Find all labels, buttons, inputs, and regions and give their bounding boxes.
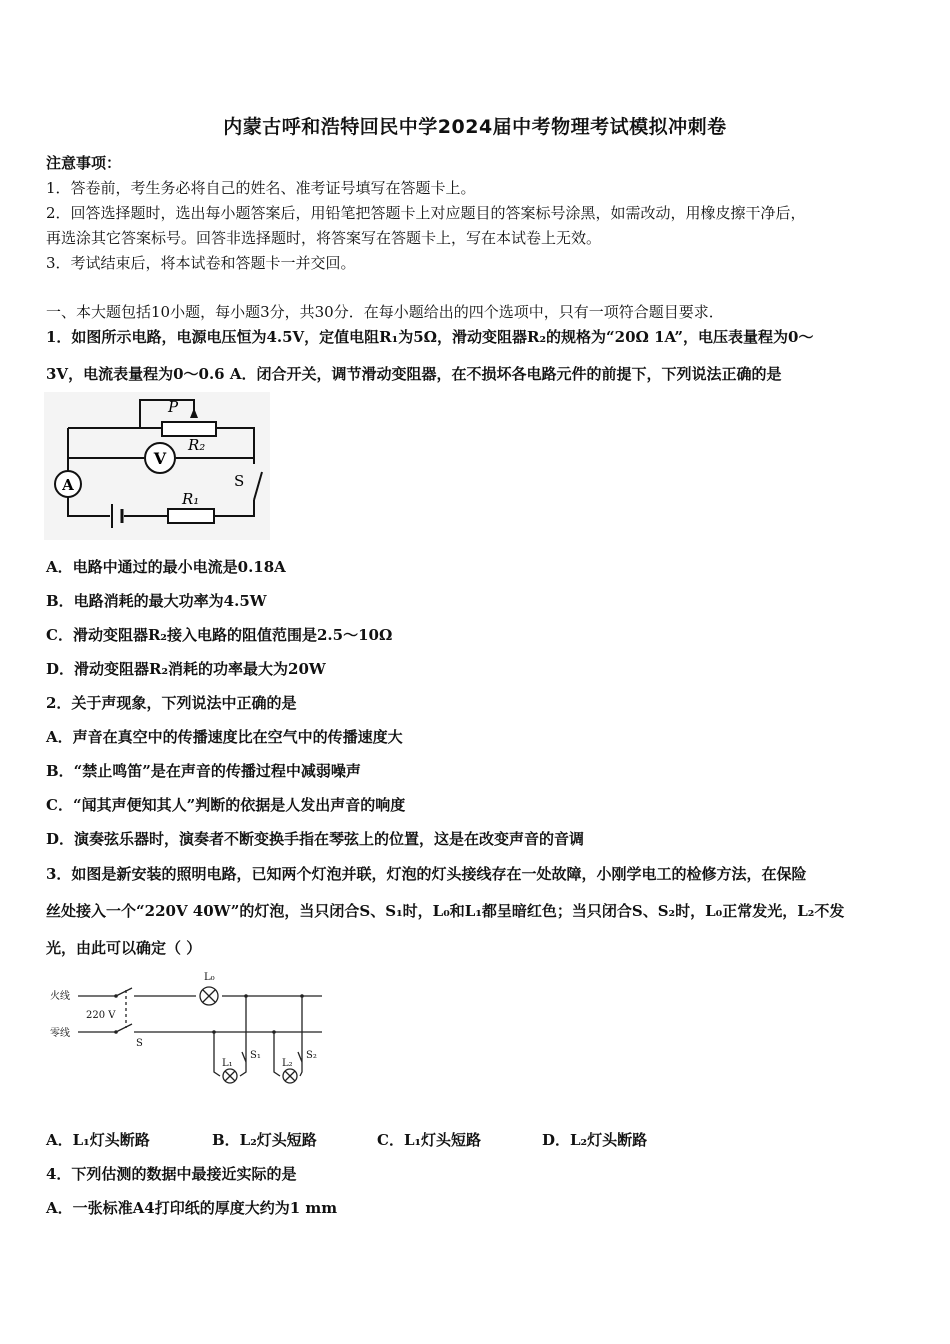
section-heading: 一、本大题包括10小题，每小题3分，共30分．在每小题给出的四个选项中，只有一项符合题目要求． <box>46 303 724 321</box>
q2-option: B．“禁止鸣笛”是在声音的传播过程中减弱噪声 <box>46 762 361 780</box>
q3-option: C．L₁灯头短路 <box>377 1131 482 1149</box>
l1-label: L₁ <box>222 1058 233 1069</box>
s1-label: S₁ <box>250 1050 261 1061</box>
junction-dot <box>272 1030 276 1034</box>
q1-option: D．滑动变阻器R₂消耗的功率最大为20W <box>46 660 326 678</box>
q3-option: D．L₂灯头断路 <box>542 1131 648 1149</box>
fire-line-label: 火线 <box>50 991 70 1002</box>
q2-option: D．演奏弦乐器时，演奏者不断变换手指在琴弦上的位置，这是在改变声音的音调 <box>46 830 585 848</box>
notice-item: 1．答卷前，考生务必将自己的姓名、准考证号填写在答题卡上。 <box>46 179 476 197</box>
main-switch-label: S <box>136 1038 143 1049</box>
wire <box>300 1062 302 1076</box>
l2-label: L₂ <box>282 1058 293 1069</box>
wire <box>214 1032 220 1076</box>
l0-label: L₀ <box>204 972 215 983</box>
q2-stem: 2．关于声现象，下列说法中正确的是 <box>46 694 297 712</box>
s2-label: S₂ <box>306 1050 317 1061</box>
notice-item: 3．考试结束后，将本试卷和答题卡一并交回。 <box>46 254 356 272</box>
q3-options-row <box>46 1129 906 1151</box>
q1-option: A．电路中通过的最小电流是0.18A <box>46 558 286 576</box>
notice-heading: 注意事项： <box>46 154 122 172</box>
q3-stem-line2: 丝处接入一个“220V 40W”的灯泡，当只闭合S、S₁时，L₀和L₁都呈暗红色；当只闭合S、S₂时，L₀正常发光，L₂不发 <box>46 902 845 920</box>
q3-option: B．L₂灯头短路 <box>212 1131 317 1149</box>
r2-label: R₂ <box>188 436 206 454</box>
q3-option: A．L₁灯头断路 <box>46 1131 150 1149</box>
resistor-r1 <box>168 509 214 523</box>
r1-label: R₁ <box>182 490 200 508</box>
wire <box>240 1062 246 1076</box>
resistor-r2 <box>162 422 216 436</box>
voltmeter-label: V <box>153 449 167 468</box>
terminal-dot <box>114 1030 118 1034</box>
wire <box>298 996 302 1062</box>
junction-dot <box>212 1030 216 1034</box>
voltage-label: 220 V <box>86 1010 116 1021</box>
q4-stem: 4．下列估测的数据中最接近实际的是 <box>46 1165 297 1183</box>
wire <box>274 1032 280 1076</box>
junction-dot <box>300 994 304 998</box>
q3-lighting-circuit-diagram <box>46 966 326 1098</box>
q1-option: B．电路消耗的最大功率为4.5W <box>46 592 267 610</box>
switch-blade <box>116 1024 132 1032</box>
ammeter-label: A <box>62 476 74 494</box>
neutral-line-label: 零线 <box>50 1028 70 1039</box>
q1-circuit-diagram <box>44 392 270 540</box>
q4-option: A．一张标准A4打印纸的厚度大约为1 mm <box>46 1199 338 1217</box>
q3-stem-line3: 光，由此可以确定（ ） <box>46 939 202 957</box>
junction-dot <box>244 994 248 998</box>
q1-stem-line2: 3V，电流表量程为0～0.6 A．闭合开关，调节滑动变阻器，在不损坏各电路元件的前提下，下列说法正确的是 <box>46 365 782 383</box>
q1-stem-line1: 1．如图所示电路，电源电压恒为4.5V，定值电阻R₁为5Ω，滑动变阻器R₂的规格为“20Ω 1A”，电压表量程为0～ <box>46 328 814 346</box>
notice-item: 2．回答选择题时，选出每小题答案后，用铅笔把答题卡上对应题目的答案标号涂黑，如需改动，用橡皮擦干净后， <box>46 204 806 222</box>
switch-label: S <box>234 472 245 490</box>
slider-label: P <box>168 398 179 416</box>
notice-item: 再选涂其它答案标号。回答非选择题时，将答案写在答题卡上，写在本试卷上无效。 <box>46 229 602 247</box>
page-title: 内蒙古呼和浩特回民中学2024届中考物理考试模拟冲刺卷 <box>223 116 727 138</box>
q2-option: A．声音在真空中的传播速度比在空气中的传播速度大 <box>46 728 403 746</box>
wire <box>242 996 246 1062</box>
switch-blade <box>116 988 132 996</box>
q3-stem-line1: 3．如图是新安装的照明电路，已知两个灯泡并联，灯泡的灯头接线存在一处故障，小刚学电工的检修方法，在保险 <box>46 865 807 883</box>
terminal-dot <box>114 994 118 998</box>
q2-option: C．“闻其声便知其人”判断的依据是人发出声音的响度 <box>46 796 406 814</box>
q1-option: C．滑动变阻器R₂接入电路的阻值范围是2.5～10Ω <box>46 626 393 644</box>
